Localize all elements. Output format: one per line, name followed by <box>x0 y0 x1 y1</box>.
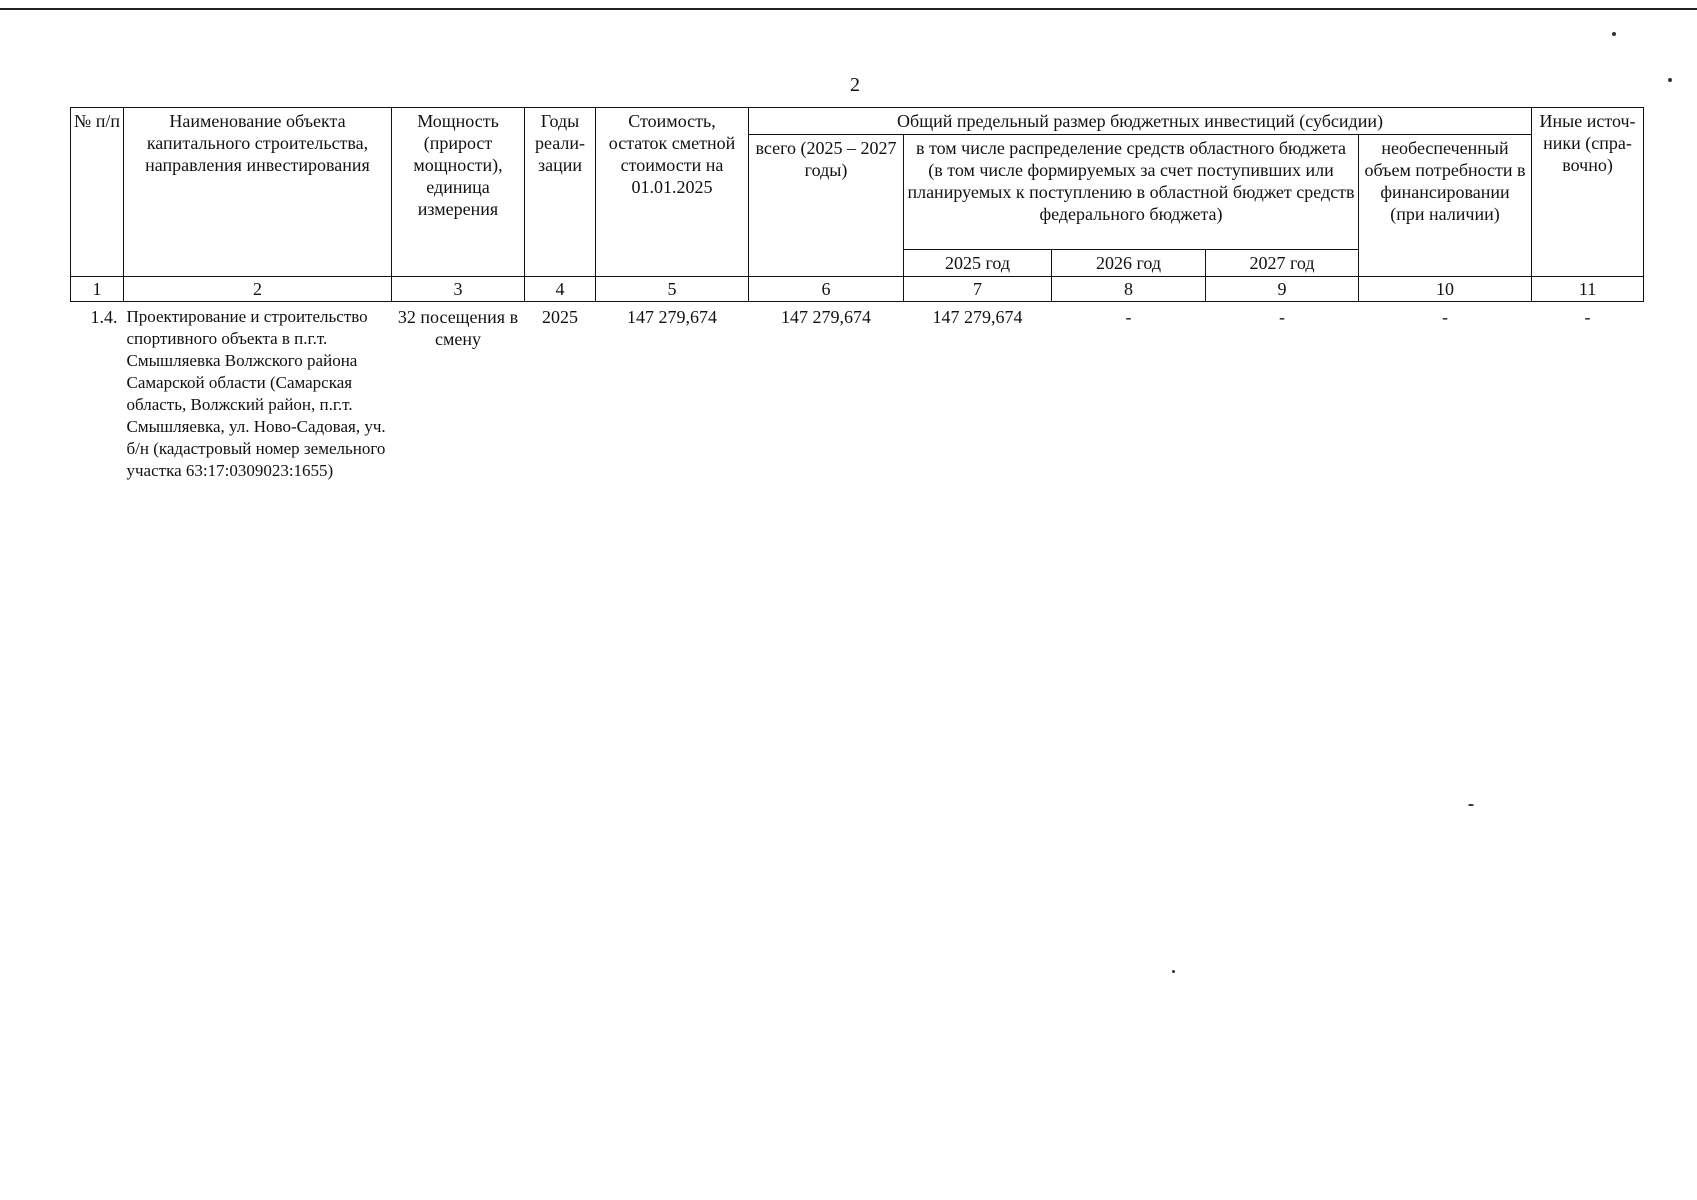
object-capacity: 32 посещения в смену <box>397 307 519 349</box>
header-no: № п/п <box>71 108 124 277</box>
investment-table <box>70 107 1644 484</box>
column-number: 11 <box>1532 277 1644 302</box>
scan-speck <box>1668 78 1672 82</box>
column-number-row <box>71 277 1644 302</box>
header-name: Наименование объекта капитального строительства, направления инвестирования <box>124 108 392 277</box>
header-total: всего (2025 – 2027 годы) <box>749 135 904 277</box>
investment-2026: - <box>1125 307 1132 327</box>
header-years: Годы реали-зации <box>525 108 596 277</box>
column-number: 2 <box>124 277 392 302</box>
column-number: 3 <box>392 277 525 302</box>
unsecured-volume: - <box>1442 307 1449 327</box>
implementation-years: 2025 <box>542 307 578 327</box>
total-investment: 147 279,674 <box>781 307 871 327</box>
column-number: 5 <box>596 277 749 302</box>
table-row <box>71 302 1644 485</box>
header-year-2027: 2027 год <box>1206 250 1359 277</box>
scan-speck <box>1612 32 1616 36</box>
column-number: 8 <box>1052 277 1206 302</box>
column-number: 6 <box>749 277 904 302</box>
scan-speck <box>1172 970 1175 973</box>
other-sources: - <box>1584 307 1591 327</box>
page-number: 2 <box>850 74 860 96</box>
scan-speck <box>1468 804 1474 806</box>
column-number: 1 <box>71 277 124 302</box>
header-other-sources: Иные источ-ники (спра-вочно) <box>1532 108 1644 277</box>
investment-2025: 147 279,674 <box>932 307 1023 327</box>
object-cost: 147 279,674 <box>627 307 717 327</box>
header-unsecured: необеспеченный объем потребности в финансировании (при наличии) <box>1359 135 1532 277</box>
top-rule <box>0 8 1697 10</box>
column-number: 7 <box>904 277 1052 302</box>
header-general-budget: Общий предельный размер бюджетных инвестиций (субсидии) <box>749 108 1532 135</box>
header-year-2025: 2025 год <box>904 250 1052 277</box>
header-year-2026: 2026 год <box>1052 250 1206 277</box>
object-name: Проектирование и строительство спортивного объекта в п.г.т. Смышляевка Волжского района Самарской области (Самарская область, Волжский район, п.г.т. Смышляевка, ул. Ново-Садовая, уч. б/н (кадастровый номер земельного участка 63:17:0309023:1655) <box>126 307 386 480</box>
column-number: 10 <box>1359 277 1532 302</box>
column-number: 9 <box>1206 277 1359 302</box>
header-cost: Стоимость, остаток сметной стоимости на 01.01.2025 <box>596 108 749 277</box>
column-number: 4 <box>525 277 596 302</box>
header-distribution: в том числе распределение средств областного бюджета (в том числе формируемых за счет поступивших или планируемых к поступлению в областной бюджет средств федерального бюджета) <box>904 135 1359 250</box>
investment-2027: - <box>1279 307 1285 327</box>
header-capacity: Мощность (прирост мощности), единица измерения <box>392 108 525 277</box>
row-number: 1.4. <box>90 307 118 327</box>
